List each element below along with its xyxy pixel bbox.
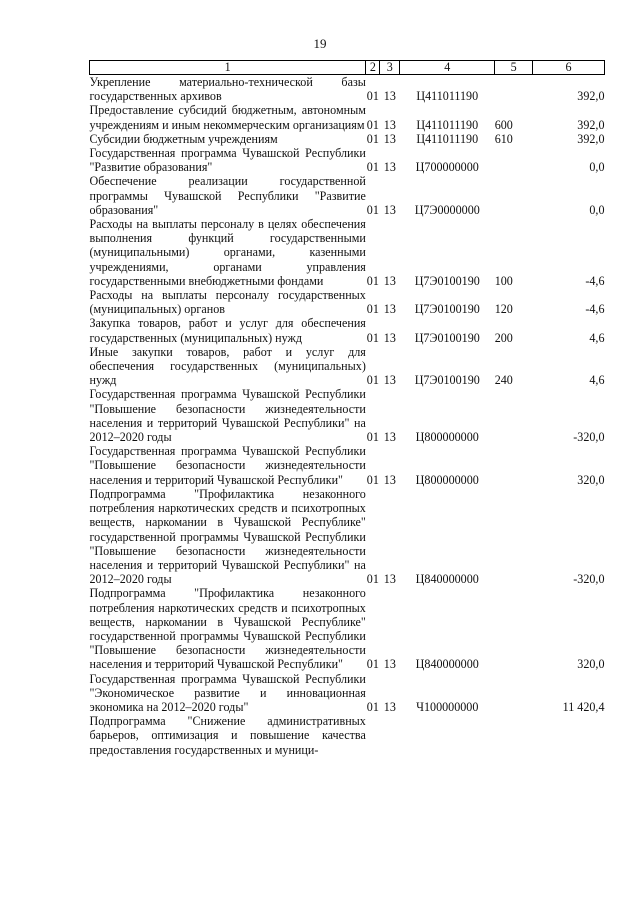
- row-name: Укрепление материально-технической базы государственных архивов: [89, 75, 366, 104]
- row-section: 01: [366, 330, 379, 345]
- table-row: [90, 103, 605, 131]
- row-section: [366, 714, 380, 757]
- row-section: 01: [366, 89, 379, 104]
- table-row: [90, 444, 605, 487]
- row-expense-type: [495, 174, 533, 217]
- row-subsection: 13: [383, 160, 396, 175]
- row-subsection: 13: [383, 373, 396, 388]
- row-amount: 392,0: [577, 117, 605, 132]
- row-subsection: 13: [383, 202, 396, 217]
- table-row: [90, 316, 605, 344]
- row-amount: 320,0: [577, 657, 605, 672]
- row-section: 01: [366, 430, 379, 445]
- row-section: 01: [366, 117, 379, 132]
- table-row: [90, 487, 605, 586]
- row-target-article: Ц7Э0100190: [414, 302, 480, 317]
- row-subsection: 13: [383, 472, 396, 487]
- row-target-article: Ц840000000: [415, 657, 479, 672]
- row-name: Подпрограмма "Снижение административных барьеров, оптимизация и повышение качества предоставления государственных и муници-: [89, 714, 366, 757]
- row-subsection: 13: [383, 699, 396, 714]
- row-section: 01: [366, 657, 379, 672]
- row-expense-type: [495, 75, 533, 104]
- row-section: 01: [366, 273, 379, 288]
- row-name: Государственная программа Чувашской Республики "Повышение безопасности жизнедеятельности населения и территорий Чувашской Республики": [89, 444, 366, 487]
- header-cell: 6: [533, 61, 605, 75]
- row-amount: 0,0: [589, 202, 605, 217]
- row-section: 01: [366, 572, 379, 587]
- row-target-article: Ц800000000: [415, 472, 479, 487]
- row-target-article: Ц7Э0100190: [414, 330, 480, 345]
- row-section: 01: [366, 202, 379, 217]
- row-target-article: Ц7Э0100190: [414, 273, 480, 288]
- row-name: Государственная программа Чувашской Республики "Повышение безопасности жизнедеятельности населения и территорий Чувашской Республики" на 2012–2020 годы: [89, 387, 366, 445]
- row-subsection: 13: [383, 273, 396, 288]
- row-subsection: 13: [383, 302, 396, 317]
- row-amount: 392,0: [577, 89, 605, 104]
- row-target-article: Ц700000000: [415, 160, 479, 175]
- table-row: [90, 672, 605, 715]
- row-expense-type: [495, 146, 533, 174]
- row-name: Иные закупки товаров, работ и услуг для обеспечения государственных (муниципальных) нужд: [89, 344, 366, 388]
- row-section: 01: [366, 160, 379, 175]
- row-section: 01: [366, 131, 379, 146]
- row-amount: 11 420,4: [562, 699, 605, 714]
- row-expense-type: [495, 714, 533, 757]
- row-name: Подпрограмма "Профилактика незаконного потребления наркотических средств и психотропных веществ, наркомании в Чувашской Республике" государственной программы Чувашской Республики "Повышение безопасности жизнедеятельности населения и территорий Чувашской Республики": [89, 586, 366, 672]
- table-row: [90, 586, 605, 671]
- row-subsection: 13: [383, 430, 396, 445]
- table-row: [90, 345, 605, 388]
- row-target-article: Ц411011190: [416, 131, 479, 146]
- row-amount: -4,6: [585, 273, 605, 288]
- row-subsection: 13: [383, 572, 396, 587]
- row-target-article: Ч100000000: [416, 699, 479, 714]
- table-row: [90, 288, 605, 316]
- row-subsection: 13: [383, 330, 396, 345]
- row-section: 01: [366, 699, 379, 714]
- row-section: 01: [366, 302, 379, 317]
- row-amount: [533, 714, 605, 757]
- row-expense-type: [495, 444, 533, 487]
- row-expense-type: [495, 487, 533, 586]
- row-subsection: 13: [383, 89, 396, 104]
- budget-table: [89, 60, 605, 757]
- row-target-article: Ц411011190: [416, 89, 479, 104]
- row-name: Государственная программа Чувашской Республики "Экономическое развитие и инновационная экономика на 2012–2020 годы": [89, 671, 366, 714]
- row-amount: 320,0: [577, 472, 605, 487]
- header-cell: 2: [366, 61, 380, 75]
- table-row: [90, 132, 605, 146]
- row-name: Государственная программа Чувашской Республики "Развитие образования": [89, 146, 366, 175]
- row-amount: -320,0: [573, 430, 605, 445]
- header-cell: 1: [90, 61, 366, 75]
- header-cell: 4: [400, 61, 495, 75]
- row-subsection: 13: [383, 117, 396, 132]
- page-number: 19: [313, 36, 327, 51]
- row-name: Субсидии бюджетным учреждениям: [89, 131, 278, 146]
- row-section: 01: [366, 373, 379, 388]
- row-amount: 4,6: [589, 330, 605, 345]
- table-row: [90, 146, 605, 174]
- row-section: 01: [366, 472, 379, 487]
- table-row: [90, 714, 605, 757]
- row-subsection: 13: [383, 131, 396, 146]
- row-target-article: [400, 714, 495, 757]
- row-amount: -320,0: [573, 572, 605, 587]
- row-expense-type: 200: [494, 330, 513, 345]
- row-name: Подпрограмма "Профилактика незаконного потребления наркотических средств и психотропных веществ, наркомании в Чувашской Республике" государственной программы Чувашской Республики "Повышение безопасности жизнедеятельности населения и территорий Чувашской Республики" на 2012–2020 годы: [89, 486, 366, 587]
- table-row: [90, 75, 605, 104]
- table-body: [90, 75, 605, 757]
- row-subsection: [380, 714, 400, 757]
- row-expense-type: 100: [494, 273, 513, 288]
- table-row: [90, 387, 605, 444]
- row-target-article: Ц800000000: [415, 430, 479, 445]
- row-amount: 392,0: [577, 131, 605, 146]
- row-name: Обеспечение реализации государственной программы Чувашской Республики "Развитие образования": [89, 174, 366, 217]
- row-expense-type: [495, 672, 533, 715]
- row-expense-type: 120: [494, 302, 513, 317]
- row-target-article: Ц411011190: [416, 117, 479, 132]
- row-name: Расходы на выплаты персоналу государственных (муниципальных) органов: [89, 288, 366, 317]
- row-name: Закупка товаров, работ и услуг для обеспечения государственных (муниципальных) нужд: [89, 316, 366, 345]
- row-name: Предоставление субсидий бюджетным, автономным учреждениям и иным некоммерческим организациям: [89, 103, 366, 132]
- row-amount: 0,0: [589, 160, 605, 175]
- header-cell: 3: [380, 61, 400, 75]
- row-subsection: 13: [383, 657, 396, 672]
- table-row: [90, 217, 605, 288]
- row-target-article: Ц7Э0000000: [414, 202, 480, 217]
- row-expense-type: 600: [494, 117, 513, 132]
- row-expense-type: [495, 387, 533, 444]
- table-row: [90, 174, 605, 217]
- header-cell: 5: [495, 61, 533, 75]
- row-target-article: Ц840000000: [415, 572, 479, 587]
- row-amount: -4,6: [585, 302, 605, 317]
- row-expense-type: 240: [494, 373, 513, 388]
- row-target-article: Ц7Э0100190: [414, 373, 480, 388]
- row-expense-type: 610: [494, 131, 513, 146]
- table-header-row: [90, 61, 605, 75]
- row-expense-type: [495, 586, 533, 671]
- row-name: Расходы на выплаты персоналу в целях обеспечения выполнения функций государственными (муниципальными) органами, казенными учреждениями, органами управления государственными внебюджетными фондами: [89, 217, 366, 288]
- row-amount: 4,6: [589, 373, 605, 388]
